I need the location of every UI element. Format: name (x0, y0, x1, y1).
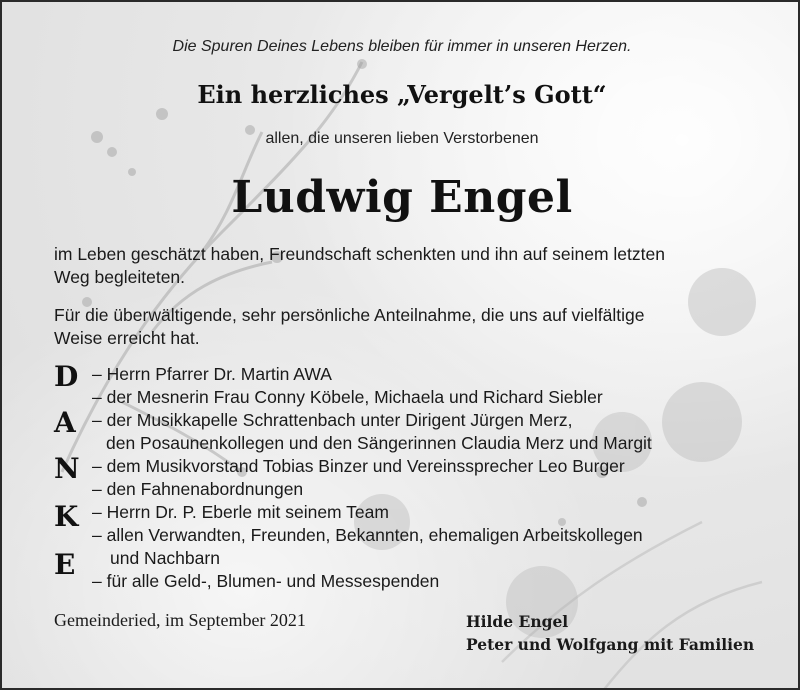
thanks-item: – Herrn Dr. P. Eberle mit seinem Team (92, 502, 389, 522)
intro-line: allen, die unseren lieben Verstorbenen (265, 130, 539, 147)
signers (466, 610, 754, 656)
danke-letter: D (54, 360, 79, 393)
paragraph-1 (54, 243, 754, 289)
deceased-name: Ludwig Engel (231, 172, 573, 223)
paragraph-1-line-1: im Leben geschätzt haben, Freundschaft schenkten und ihn auf seinem letzten (54, 244, 665, 264)
signer-line-2: Peter und Wolfgang mit Familien (466, 635, 755, 654)
thanks-item: – Herrn Pfarrer Dr. Martin AWA (92, 364, 332, 384)
thanks-item: – für alle Geld-, Blumen- und Messespenden (92, 571, 440, 591)
signer-line-1: Hilde Engel (466, 612, 569, 631)
motto: Die Spuren Deines Lebens bleiben für immer in unseren Herzen. (172, 38, 632, 55)
paragraph-2-line-1: Für die überwältigende, sehr persönliche Anteilnahme, die uns auf vielfältige (54, 305, 645, 325)
paragraph-2 (54, 304, 754, 350)
thanks-item-continuation: den Posaunenkollegen und den Sängerinnen Claudia Merz und Margit (106, 433, 652, 453)
paragraph-1-line-2: Weg begleiteten. (54, 267, 186, 287)
thanks-item-continuation: und Nachbarn (110, 548, 220, 568)
danke-letter: K (54, 500, 79, 533)
danke-letter: E (54, 548, 76, 581)
thanks-item: – dem Musikvorstand Tobias Binzer und Vereinssprecher Leo Burger (92, 456, 625, 476)
danke-letter: A (54, 406, 76, 439)
thanks-item: – der Musikkapelle Schrattenbach unter Dirigent Jürgen Merz, (92, 410, 573, 430)
heading: Ein herzliches „Vergelt’s Gott“ (197, 80, 607, 109)
thanks-item: – den Fahnenabordnungen (92, 479, 304, 499)
notice-content (2, 2, 800, 690)
danke-letter: N (54, 452, 80, 485)
thanks-item: – der Mesnerin Frau Conny Köbele, Michaela und Richard Siebler (92, 387, 603, 407)
thanks-item: – allen Verwandten, Freunden, Bekannten, ehemaligen Arbeitskollegen (92, 525, 643, 545)
paragraph-2-line-2: Weise erreicht hat. (54, 328, 200, 348)
place-and-date: Gemeinderied, im September 2021 (54, 610, 306, 630)
